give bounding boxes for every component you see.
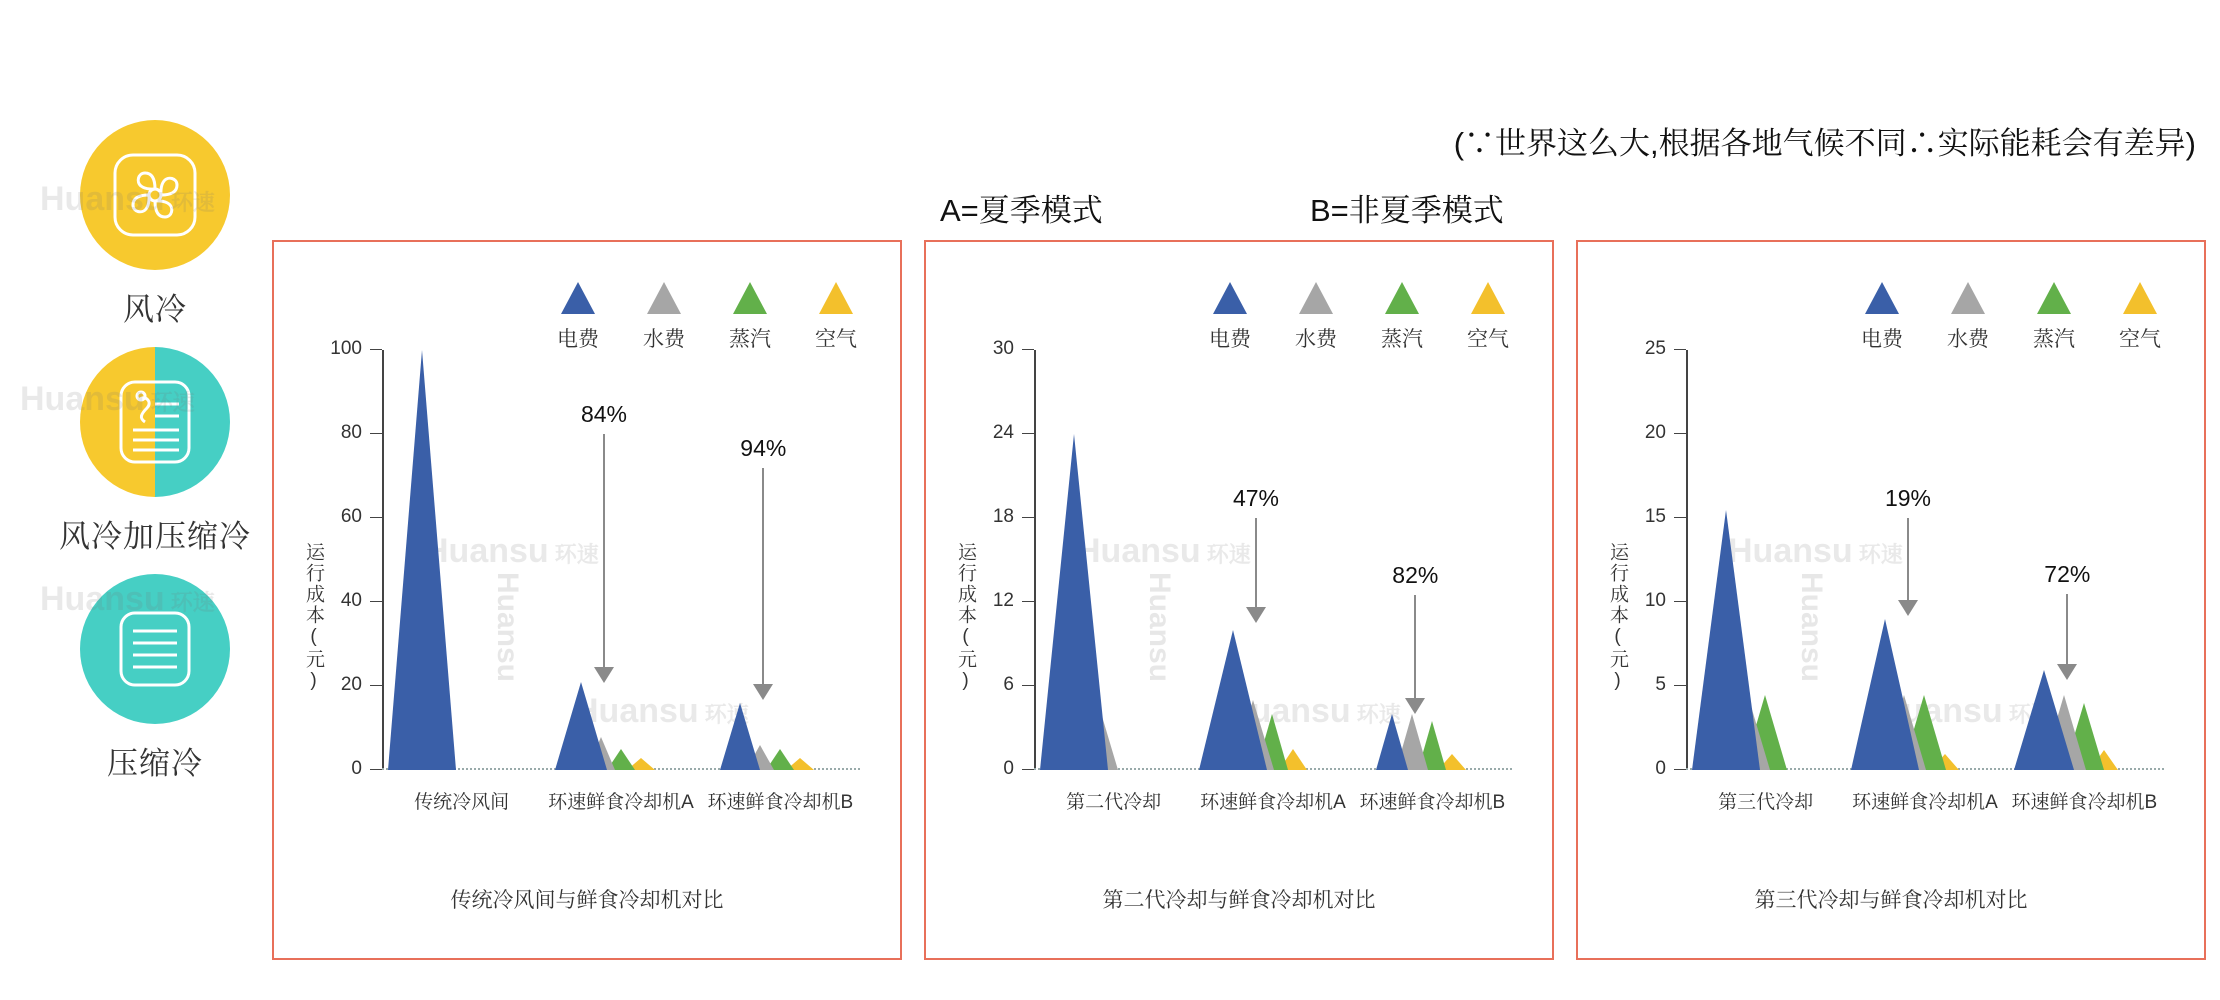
legend-triangle-icon: [1471, 282, 1505, 314]
arrow-line: [1255, 518, 1257, 609]
arrow-line: [1414, 595, 1416, 700]
data-triangle: [1376, 714, 1408, 770]
legend-item: [1464, 282, 1512, 353]
mode-a-label: A=夏季模式: [940, 193, 1103, 228]
legend-item: [1858, 282, 1906, 353]
y-tick: [1644, 422, 1686, 443]
x-tick-label: 第三代冷却: [1718, 792, 1814, 813]
legend-triangle-icon: [733, 282, 767, 314]
x-tick-label: 环速鲜食冷却机A: [548, 792, 694, 813]
legend-item: [554, 282, 602, 353]
legend-item: [1378, 282, 1426, 353]
y-tick: [1003, 674, 1034, 695]
y-axis: [382, 350, 384, 770]
legend-item: [2030, 282, 2078, 353]
y-tick: [1003, 758, 1034, 779]
chart-panel-1: [272, 240, 902, 960]
y-axis: [1034, 350, 1036, 770]
data-triangle: [2014, 670, 2074, 770]
chart-caption: 第三代冷却与鲜食冷却机对比: [1754, 889, 2028, 912]
y-tick: [351, 758, 382, 779]
arrow-head-icon: [1898, 600, 1918, 616]
data-triangle: [720, 703, 760, 770]
y-axis-title: 运行成本(元): [303, 542, 324, 693]
y-tick: [1644, 590, 1686, 611]
legend-item: [640, 282, 688, 353]
y-tick-label: 10: [1644, 590, 1666, 611]
legend-item: [1206, 282, 1254, 353]
reduction-percent-label: 84%: [580, 401, 628, 428]
watermark: Huansu: [1143, 572, 1176, 683]
arrow-line: [762, 468, 764, 686]
legend-label: 水费: [1947, 328, 1989, 351]
y-tick-label: 100: [330, 338, 362, 359]
arrow-line: [2066, 594, 2068, 666]
legend-triangle-icon: [2037, 282, 2071, 314]
arrow-head-icon: [753, 684, 773, 700]
legend-label: 蒸汽: [1381, 328, 1423, 351]
reduction-percent-label: 47%: [1232, 485, 1280, 511]
y-tick-label: 5: [1655, 674, 1666, 695]
y-tick: [1644, 506, 1686, 527]
legend-label: 电费: [1861, 328, 1903, 351]
y-tick: [340, 674, 382, 695]
y-tick-label: 24: [992, 422, 1014, 443]
data-triangle: [388, 350, 456, 770]
legend-label: 水费: [1295, 328, 1337, 351]
watermark: Huansu 环速: [1728, 532, 1903, 570]
x-tick-label: 环速鲜食冷却机B: [1359, 792, 1506, 813]
coil-icon: [80, 574, 230, 724]
data-triangle: [1692, 510, 1760, 770]
data-triangle: [1199, 630, 1267, 770]
legend-triangle-icon: [647, 282, 681, 314]
y-tick-label: 40: [340, 590, 362, 611]
legend-label: 空气: [2119, 328, 2161, 351]
legend-item: [1944, 282, 1992, 353]
legend-triangle-icon: [1865, 282, 1899, 314]
legend-label: 空气: [815, 328, 857, 351]
chart-caption: 第二代冷却与鲜食冷却机对比: [1102, 889, 1376, 912]
y-tick-label: 30: [992, 338, 1014, 359]
chart-panel-3: [1576, 240, 2206, 960]
y-tick: [1655, 758, 1686, 779]
list-item: [40, 574, 270, 783]
legend-label: 蒸汽: [729, 328, 771, 351]
y-tick-label: 80: [340, 422, 362, 443]
y-tick: [992, 590, 1034, 611]
y-tick: [992, 422, 1034, 443]
watermark: Huansu 环速: [424, 532, 599, 570]
y-tick: [1644, 338, 1686, 359]
arrow-line: [603, 434, 605, 669]
y-tick: [1655, 674, 1686, 695]
legend-label: 水费: [643, 328, 685, 351]
y-tick: [340, 506, 382, 527]
y-tick-label: 6: [1003, 674, 1014, 695]
legend-triangle-icon: [1951, 282, 1985, 314]
data-triangle: [1040, 434, 1108, 770]
x-tick-label: 环速鲜食冷却机A: [1852, 792, 1998, 813]
y-tick-label: 20: [340, 674, 362, 695]
legend-item: [812, 282, 860, 353]
legend-item: [2116, 282, 2164, 353]
y-axis-title: 运行成本(元): [955, 542, 976, 693]
y-tick-label: 0: [1003, 758, 1014, 779]
y-tick-label: 18: [992, 506, 1014, 527]
y-tick: [340, 590, 382, 611]
fan-coil-icon: [80, 347, 230, 497]
legend-triangle-icon: [1213, 282, 1247, 314]
legend-triangle-icon: [2123, 282, 2157, 314]
climate-note: (∵世界这么大,根据各地气候不同∴实际能耗会有差异): [1453, 126, 2196, 161]
legend-triangle-icon: [1385, 282, 1419, 314]
y-tick-label: 20: [1644, 422, 1666, 443]
data-triangle: [1851, 619, 1919, 770]
chart-legend: [1858, 282, 2164, 353]
x-tick-label: 环速鲜食冷却机B: [2011, 792, 2158, 813]
legend-triangle-icon: [1299, 282, 1333, 314]
y-tick: [992, 338, 1034, 359]
y-tick: [340, 422, 382, 443]
chart-legend: [554, 282, 860, 353]
y-axis: [1686, 350, 1688, 770]
x-tick-label: 第二代冷却: [1066, 792, 1162, 813]
watermark: Huansu 环速: [1878, 692, 2053, 730]
watermark: Huansu: [1795, 572, 1828, 683]
watermark: Huansu: [491, 572, 524, 683]
watermark: Huansu 环速: [1226, 692, 1401, 730]
x-tick-label: 传统冷风间: [414, 792, 510, 813]
y-tick-label: 25: [1644, 338, 1666, 359]
arrow-head-icon: [1246, 607, 1266, 623]
arrow-line: [1907, 518, 1909, 602]
list-item: [40, 347, 270, 556]
chart-legend: [1206, 282, 1512, 353]
reduction-percent-label: 19%: [1884, 485, 1932, 511]
reduction-percent-label: 94%: [740, 434, 787, 461]
list-item-label: 风冷加压缩冷: [59, 519, 251, 554]
reduction-percent-label: 72%: [2044, 560, 2091, 587]
list-item-label: 风冷: [123, 292, 187, 327]
y-tick-label: 60: [340, 506, 362, 527]
legend-label: 电费: [557, 328, 599, 351]
legend-item: [1292, 282, 1340, 353]
list-item: [40, 120, 270, 329]
arrow-head-icon: [594, 667, 614, 683]
legend-triangle-icon: [819, 282, 853, 314]
legend-label: 蒸汽: [2033, 328, 2075, 351]
data-triangle: [555, 682, 607, 770]
watermark: Huansu 环速: [574, 692, 749, 730]
x-tick-label: 环速鲜食冷却机B: [707, 792, 854, 813]
fan-icon: [80, 120, 230, 270]
x-tick-label: 环速鲜食冷却机A: [1200, 792, 1346, 813]
y-tick-label: 0: [1655, 758, 1666, 779]
mode-b-label: B=非夏季模式: [1310, 193, 1504, 228]
list-item-label: 压缩冷: [107, 746, 203, 781]
y-tick-label: 0: [351, 758, 362, 779]
y-tick-label: 15: [1644, 506, 1666, 527]
watermark: Huansu 环速: [1076, 532, 1251, 570]
y-tick: [992, 506, 1034, 527]
reduction-percent-label: 82%: [1392, 562, 1439, 588]
legend-label: 空气: [1467, 328, 1509, 351]
chart-caption: 传统冷风间与鲜食冷却机对比: [450, 889, 724, 912]
legend-triangle-icon: [561, 282, 595, 314]
y-axis-title: 运行成本(元): [1607, 542, 1628, 693]
chart-panel-2: [924, 240, 1554, 960]
legend-label: 电费: [1209, 328, 1251, 351]
legend-item: [726, 282, 774, 353]
y-tick-label: 12: [992, 590, 1014, 611]
cooling-type-list: [40, 120, 270, 801]
arrow-head-icon: [1405, 698, 1425, 714]
y-tick: [330, 338, 382, 359]
